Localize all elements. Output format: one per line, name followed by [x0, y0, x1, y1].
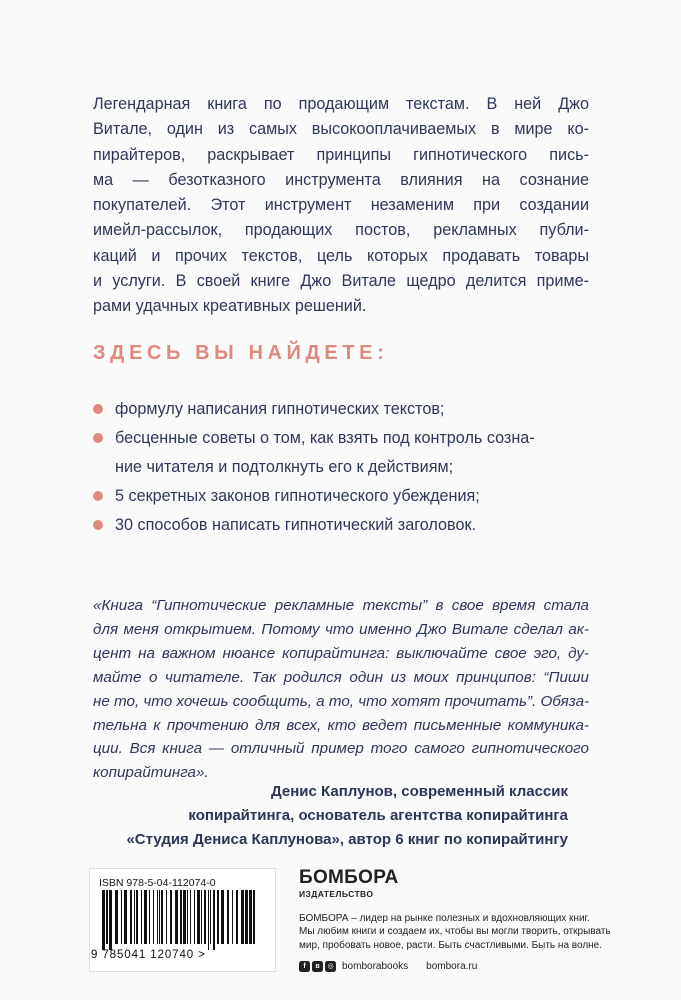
publisher-description: [299, 912, 619, 952]
intro-line: ма — безотказного инструмента влияния на сознание: [93, 170, 589, 189]
barcode-bar: [161, 890, 163, 944]
barcode-bar: [227, 890, 229, 944]
barcode-bar: [180, 890, 182, 944]
bullet-item: [93, 424, 589, 482]
barcode-bar: [134, 890, 135, 944]
intro-line: Витале, один из самых высокооплачиваемых в мире ко-: [93, 120, 589, 139]
bullet-item: [93, 482, 589, 511]
attribution-line: копирайтинга, основатель агентства копирайтинга: [188, 807, 568, 824]
bullet-text: 5 секретных законов гипнотического убеждения;: [115, 487, 480, 505]
barcode-bar: [187, 890, 188, 944]
description-line: БОМБОРА – лидер на рынке полезных и вдохновляющих книг.: [299, 913, 590, 924]
quote-line: ции. Вся книга — отличный пример того самого гипнотического: [93, 740, 589, 758]
review-quote: [93, 594, 589, 785]
bullet-dot-icon: [93, 404, 103, 414]
publisher-subtitle: ИЗДАТЕЛЬСТВО: [299, 889, 374, 899]
quote-line: копирайтинга».: [93, 764, 209, 782]
intro-line: имейл-рассылок, продающих постов, рекламных публи-: [93, 221, 589, 240]
quote-line: цент на важном нюансе копирайтинга: выключайте свое эго, ду-: [93, 644, 589, 662]
social-handle[interactable]: bomborabooks: [342, 961, 409, 973]
instagram-icon[interactable]: ◎: [325, 961, 336, 972]
barcode-bar: [241, 890, 244, 944]
quote-line: не то, что хочешь сообщить, а то, что хотят прочитать”. Обяза-: [93, 692, 590, 710]
barcode-bar: [166, 890, 167, 944]
barcode-bar: [136, 890, 138, 944]
barcode-bar: [115, 890, 118, 944]
facebook-icon[interactable]: f: [299, 961, 310, 972]
intro-line: каций и прочих текстов, цель которых продавать товары: [93, 246, 589, 265]
barcode-digits: 9 785041 120740 >: [91, 949, 206, 961]
barcode-bar: [208, 890, 209, 950]
barcode-bar: [159, 890, 160, 944]
barcode-bar: [197, 890, 200, 944]
intro-line: и услуги. В своей книге Джо Витале щедро делится приме-: [93, 272, 589, 291]
barcode-bar: [175, 890, 178, 944]
barcode-bar: [221, 890, 224, 944]
attribution-line: Денис Каплунов, современный классик: [271, 783, 568, 800]
section-heading: ЗДЕСЬ ВЫ НАЙДЕТЕ:: [93, 342, 389, 364]
description-line: мир, пробовать новое, расти. Быть счастливыми. Быть на волне.: [299, 939, 603, 951]
barcode-bar: [249, 890, 252, 944]
website-link[interactable]: bombora.ru: [426, 961, 478, 973]
barcode-bar: [213, 890, 215, 950]
bullet-dot-icon: [93, 433, 103, 443]
intro-line: пирайтеров, раскрывает принципы гипнотического пись-: [93, 145, 589, 164]
barcode-bar: [157, 890, 158, 944]
bullet-item: [93, 395, 589, 424]
attribution-line: «Студия Дениса Каплунова», автор 6 книг по копирайтингу: [126, 831, 568, 848]
barcode-bar: [121, 890, 122, 944]
vk-icon[interactable]: в: [312, 961, 323, 972]
barcode-bar: [153, 890, 154, 944]
quote-line: тельна к прочтению для всех, кто ведет письменные коммуника-: [93, 716, 589, 734]
bullet-dot-icon: [93, 520, 103, 530]
barcode-bar: [245, 890, 248, 944]
social-row: [299, 961, 619, 972]
bullet-item: [93, 511, 589, 540]
intro-line: рами удачных креативных решений.: [93, 297, 367, 316]
barcode-bar: [170, 890, 172, 944]
bullet-text: бесценные советы о том, как взять под контроль созна-: [115, 429, 535, 447]
barcode-bar: [204, 890, 206, 944]
barcode-bar: [232, 890, 233, 944]
quote-attribution: [126, 780, 568, 852]
barcode-bar: [194, 890, 195, 944]
barcode-bar: [190, 890, 191, 944]
barcode-bar: [102, 890, 105, 950]
barcode-bar: [183, 890, 186, 944]
barcode-bar: [124, 890, 127, 944]
publisher-block: [299, 868, 619, 972]
barcode-bar: [144, 890, 147, 944]
barcode-bar: [201, 890, 202, 944]
bullet-dot-icon: [93, 491, 103, 501]
barcode-bar: [236, 890, 238, 944]
barcode-bar: [253, 890, 255, 944]
intro-line: покупателей. Этот инструмент незаменим при создании: [93, 196, 589, 215]
quote-line: «Книга “Гипнотические рекламные тексты” в свое время стала: [93, 597, 589, 614]
description-line: Мы любим книги и создаем их, чтобы вы могли творить, открывать: [299, 926, 611, 938]
barcode-panel: [89, 868, 276, 972]
isbn-label: ISBN 978-5-04-112074-0: [99, 877, 216, 889]
intro-line: Легендарная книга по продающим текстам. В ней Джо: [93, 95, 589, 113]
barcode-bar: [210, 890, 211, 944]
bullet-text: ние читателя и подтолкнуть его к действиям;: [115, 458, 454, 476]
barcode-bar: [149, 890, 150, 944]
barcode-bar: [109, 890, 112, 950]
bullet-text: формулу написания гипнотических текстов;: [115, 400, 445, 418]
quote-line: майте о читателе. Так родился один из моих принципов: “Пиши: [93, 668, 589, 686]
publisher-logo: БОМБОРА: [299, 867, 399, 888]
bullet-list: [93, 395, 589, 540]
barcode-icon: [98, 890, 262, 950]
quote-line: для меня открытием. Потому что именно Джо Витале сделал ак-: [93, 620, 589, 638]
barcode-bar: [217, 890, 219, 944]
barcode-bar: [130, 890, 132, 944]
bullet-text: 30 способов написать гипнотический заголовок.: [115, 516, 477, 534]
intro-paragraph: [93, 92, 589, 320]
barcode-bar: [106, 890, 108, 944]
barcode-bar: [141, 890, 142, 944]
